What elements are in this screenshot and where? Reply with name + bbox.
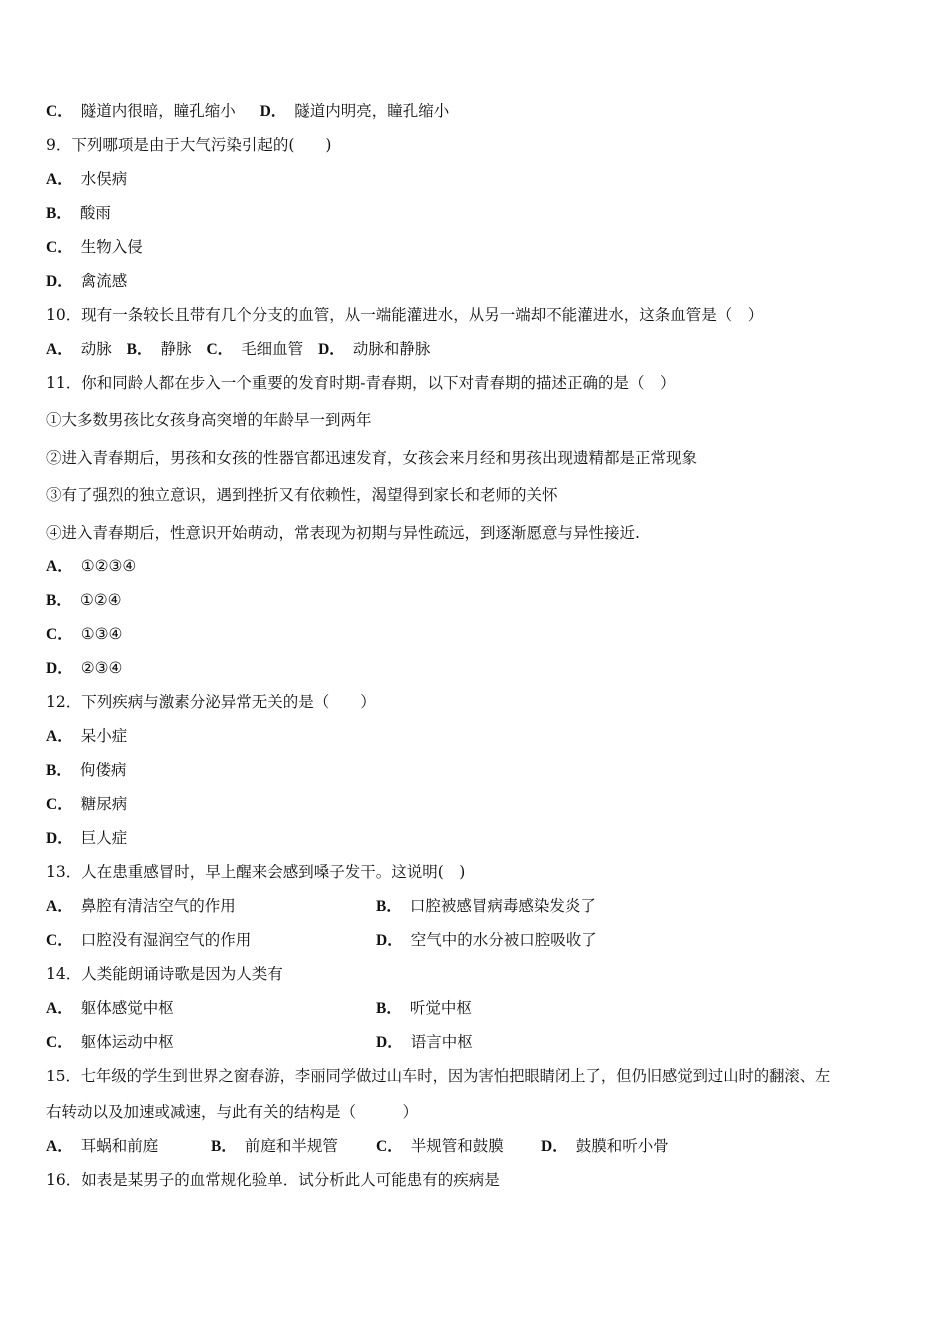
option-text: 口腔被感冒病毒感染发炎了 xyxy=(409,897,596,915)
q10-option-d xyxy=(318,339,430,360)
q8-options-cd xyxy=(46,101,449,122)
q14-option-b xyxy=(376,998,472,1019)
q9-option-d xyxy=(46,271,127,292)
option-text: 前庭和半规管 xyxy=(244,1137,338,1155)
q11-statement-4: ④进入青春期后，性意识开始萌动，常表现为初期与异性疏远，到逐渐愿意与异性接近. xyxy=(46,524,640,542)
option-text: 水俣病 xyxy=(80,170,128,188)
option-label: D． xyxy=(376,932,403,949)
option-text: 隧道内很暗，瞳孔缩小 xyxy=(80,102,236,120)
q12-option-b xyxy=(46,760,126,781)
q12-option-c xyxy=(46,794,127,815)
q15-stem-line1: 15．七年级的学生到世界之窗春游，李丽同学做过山车时，因为害怕把眼睛闭上了，但仍旧感觉到过山时的翻滚、左 xyxy=(46,1067,831,1085)
q12-option-d xyxy=(46,828,127,849)
option-label: C． xyxy=(376,1138,403,1155)
q15-option-a xyxy=(46,1136,158,1157)
q13-stem: 13．人在患重感冒时，早上醒来会感到嗓子发干。这说明( ) xyxy=(46,863,466,881)
option-label: D． xyxy=(46,830,73,847)
option-label: C． xyxy=(46,932,73,949)
option-text: 口腔没有湿润空气的作用 xyxy=(80,931,252,949)
option-label: A． xyxy=(46,1000,73,1017)
option-text: 听觉中枢 xyxy=(409,999,472,1017)
q10-option-c xyxy=(206,339,303,360)
option-label: C． xyxy=(206,341,234,358)
option-text: 躯体运动中枢 xyxy=(80,1033,174,1051)
option-label: A． xyxy=(46,1138,73,1155)
option-text: 糖尿病 xyxy=(80,795,128,813)
option-text: 佝偻病 xyxy=(79,761,127,779)
q11-statement-2: ②进入青春期后，男孩和女孩的性器官都迅速发育，女孩会来月经和男孩出现遗精都是正常现象 xyxy=(46,449,698,467)
option-text: 动脉和静脉 xyxy=(352,340,431,358)
q11-option-b xyxy=(46,590,122,611)
option-label: B． xyxy=(376,898,402,915)
option-text: 鼻腔有清洁空气的作用 xyxy=(80,897,236,915)
q16-stem: 16．如表是某男子的血常规化验单．试分析此人可能患有的疾病是 xyxy=(46,1171,500,1189)
q14-option-d xyxy=(376,1032,473,1053)
option-text: 禽流感 xyxy=(80,272,128,290)
option-text: 半规管和鼓膜 xyxy=(410,1137,504,1155)
option-label: D． xyxy=(46,660,73,677)
q9-option-c xyxy=(46,237,143,258)
option-text: ①②④ xyxy=(79,591,122,609)
q13-option-d xyxy=(376,930,597,951)
q15-option-c xyxy=(376,1136,504,1157)
option-label: D． xyxy=(541,1138,568,1155)
q9-option-b xyxy=(46,203,111,224)
option-label: B． xyxy=(126,341,153,358)
option-text: 语言中枢 xyxy=(410,1033,473,1051)
option-text: 空气中的水分被口腔吸收了 xyxy=(410,931,597,949)
option-label: C． xyxy=(46,626,73,643)
option-text: 巨人症 xyxy=(80,829,128,847)
option-label: C． xyxy=(46,239,73,256)
q11-stem: 11．你和同龄人都在步入一个重要的发育时期-青春期，以下对青春期的描述正确的是（ ） xyxy=(46,374,676,392)
q12-option-a xyxy=(46,726,127,747)
q13-options-ab xyxy=(46,896,236,917)
q14-option-c xyxy=(46,1032,174,1053)
option-text: 动脉 xyxy=(80,340,112,358)
q14-stem: 14．人类能朗诵诗歌是因为人类有 xyxy=(46,965,283,983)
q13-option-b xyxy=(376,896,596,917)
option-label: A． xyxy=(46,898,73,915)
q15-stem-line2: 右转动以及加速或减速，与此有关的结构是（ ） xyxy=(46,1103,419,1121)
option-label: C． xyxy=(46,1034,73,1051)
option-label: A． xyxy=(46,341,73,358)
option-label: D． xyxy=(376,1034,403,1051)
option-label: D． xyxy=(318,341,345,358)
q13-option-a xyxy=(46,897,236,915)
option-label: B． xyxy=(376,1000,402,1017)
q15-option-d xyxy=(541,1136,669,1157)
q14-option-a xyxy=(46,998,174,1019)
option-label: D． xyxy=(46,273,73,290)
option-text: 躯体感觉中枢 xyxy=(80,999,174,1017)
option-text: 毛细血管 xyxy=(241,340,304,358)
option-label: D． xyxy=(259,103,287,120)
option-label: B． xyxy=(46,762,72,779)
option-text: 酸雨 xyxy=(79,204,111,222)
option-label: A． xyxy=(46,558,73,575)
option-text: ②③④ xyxy=(80,659,123,677)
q10-option-b xyxy=(127,339,192,360)
q11-option-d xyxy=(46,658,122,679)
option-text: ①③④ xyxy=(80,625,123,643)
q10-stem: 10．现有一条较长且带有几个分支的血管，从一端能灌进水，从另一端却不能灌进水，这条血管是（ ） xyxy=(46,306,764,324)
option-label: A． xyxy=(46,728,73,745)
q11-statement-1: ①大多数男孩比女孩身高突增的年龄早一到两年 xyxy=(46,411,372,429)
option-label: B． xyxy=(46,205,72,222)
q12-stem: 12．下列疾病与激素分泌异常无关的是（ ） xyxy=(46,693,376,711)
q10-options xyxy=(46,339,430,360)
option-label: A． xyxy=(46,171,73,188)
option-label: C． xyxy=(46,103,73,120)
q9-option-a xyxy=(46,169,127,190)
option-text: 生物入侵 xyxy=(80,238,143,256)
option-text: 耳蜗和前庭 xyxy=(80,1137,159,1155)
option-text: 隧道内明亮，瞳孔缩小 xyxy=(294,102,450,120)
q15-option-b xyxy=(211,1136,338,1157)
q13-option-c xyxy=(46,930,251,951)
option-label: B． xyxy=(46,592,72,609)
q10-option-a xyxy=(46,339,112,360)
q11-option-a xyxy=(46,556,136,577)
q11-option-c xyxy=(46,624,122,645)
q9-stem: 9．下列哪项是由于大气污染引起的( ) xyxy=(46,136,332,154)
option-label: C． xyxy=(46,796,73,813)
option-label: B． xyxy=(211,1138,237,1155)
option-text: 静脉 xyxy=(160,340,192,358)
option-text: 呆小症 xyxy=(80,727,128,745)
q11-statement-3: ③有了强烈的独立意识，遇到挫折又有依赖性，渴望得到家长和老师的关怀 xyxy=(46,486,558,504)
option-text: ①②③④ xyxy=(80,557,137,575)
option-text: 鼓膜和听小骨 xyxy=(575,1137,669,1155)
